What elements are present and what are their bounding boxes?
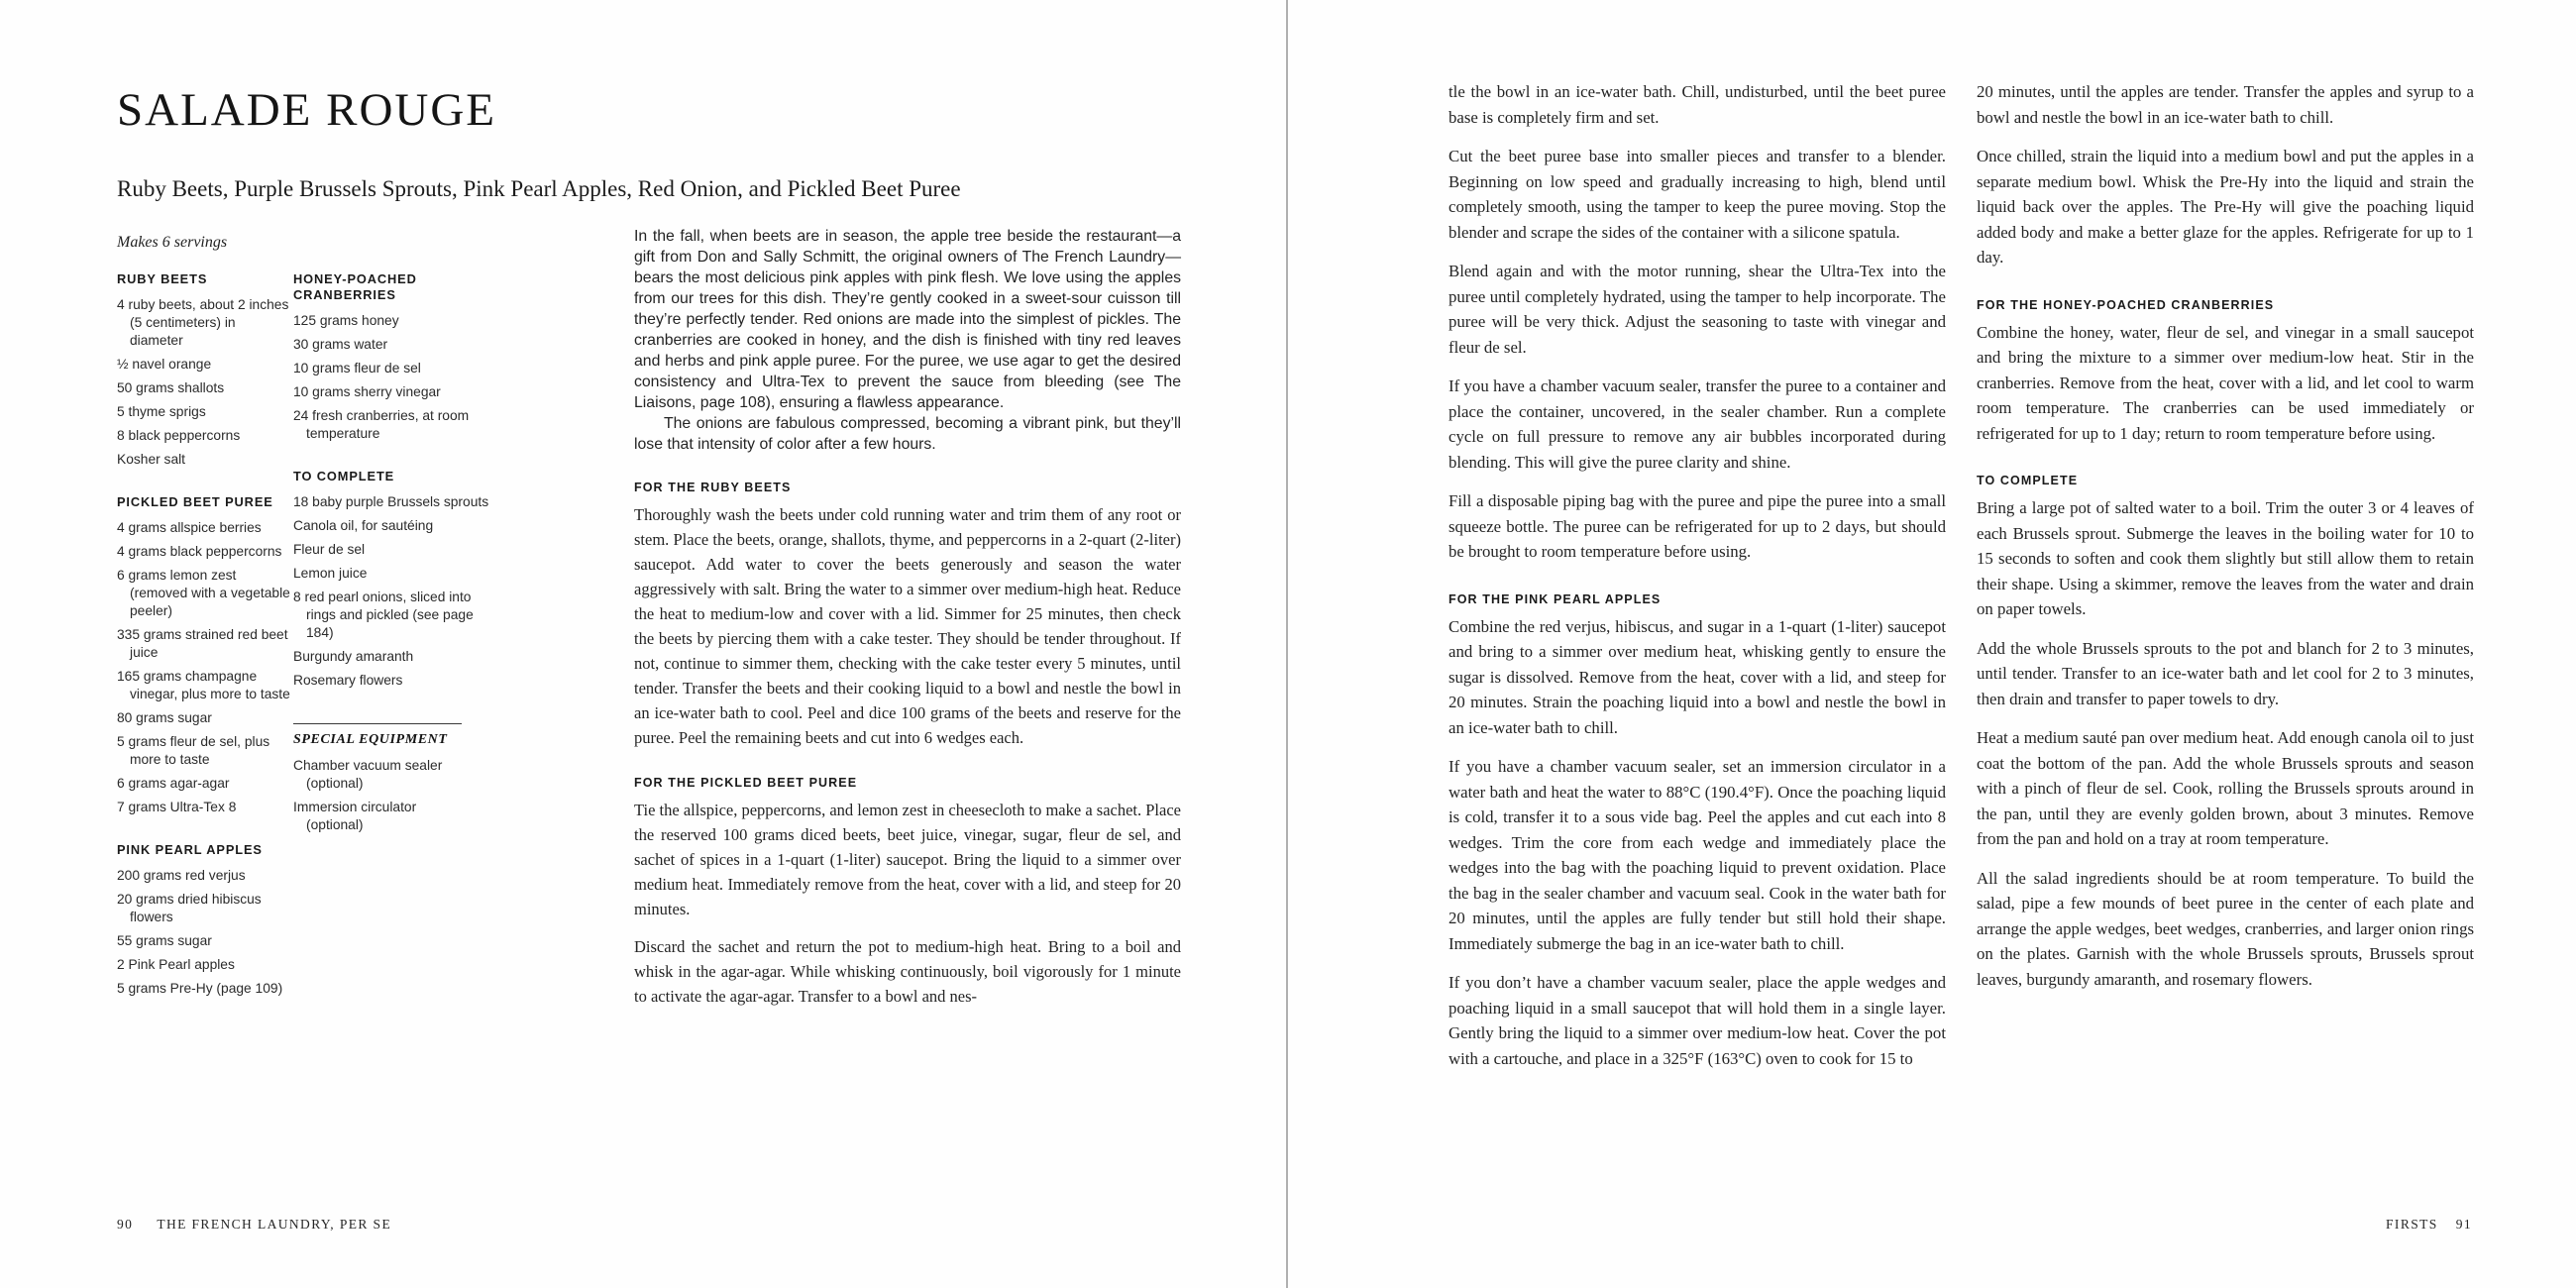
left-instruction-sections (634, 481, 1181, 1009)
ingredient-item: 125 grams honey (293, 313, 399, 328)
ingredient-group-header: PINK PEARL APPLES (117, 842, 263, 857)
instruction-paragraph: 20 minutes, until the apples are tender. Transfer the apples and syrup to a bowl and nestle the bowl in an ice-water bath to chill. (1977, 82, 2474, 127)
ingredient-item: 5 thyme sprigs (117, 404, 206, 419)
ingredient-item: 10 grams sherry vinegar (293, 384, 441, 399)
instruction-section-header: FOR THE PICKLED BEET PUREE (634, 776, 858, 790)
ingredient-item: Lemon juice (293, 566, 368, 581)
instruction-section-header: TO COMPLETE (1977, 474, 2079, 487)
recipe-title: SALADE ROUGE (117, 84, 497, 136)
ingredient-item: 7 grams Ultra-Tex 8 (117, 800, 237, 814)
footer-left (117, 1217, 391, 1233)
ingredients-column-1 (117, 271, 291, 1023)
ingredient-group (117, 271, 291, 469)
instruction-paragraph: Discard the sachet and return the pot to medium-high heat. Bring to a boil and whisk in the agar-agar. While whisking continuously, boil vigorously for 1 minute to activate the agar-agar. Transfer to a bowl and nes- (634, 937, 1181, 1006)
instruction-paragraph: Heat a medium sauté pan over medium heat. Add enough canola oil to just coat the bottom of the pan. Add the whole Brussels sprouts and season with a pinch of fleur de sel. Cook, rolling the Brussels sprouts around in the pan, until they are evenly golden brown, about 3 minutes. Remove from the pan and hold on a tray at room temperature. (1977, 728, 2474, 848)
ingredient-item: 2 Pink Pearl apples (117, 957, 235, 972)
ingredient-item: 165 grams champagne vinegar, plus more to taste (117, 669, 290, 701)
special-equipment-item: Immersion circulator (optional) (293, 800, 417, 832)
ingredient-item: 4 ruby beets, about 2 inches (5 centimeters) in diameter (117, 297, 289, 348)
ingredient-group (293, 271, 491, 443)
instruction-paragraph: Bring a large pot of salted water to a boil. Trim the outer 3 or 4 leaves of each Brussels sprout. Submerge the leaves in the boiling water for 10 to 15 seconds to soften and cook them slightly but still allow them to retain their shape. Using a skimmer, remove the leaves from the water and drain on paper towels. (1977, 498, 2474, 618)
ingredient-item: 18 baby purple Brussels sprouts (293, 494, 489, 509)
recipe-headnote (634, 226, 1181, 455)
recipe-subtitle: Ruby Beets, Purple Brussels Sprouts, Pink Pearl Apples, Red Onion, and Pickled Beet Puree (117, 176, 961, 201)
ingredient-item: 4 grams black peppercorns (117, 544, 282, 559)
ingredients-column-2 (293, 271, 491, 840)
ingredient-item: 30 grams water (293, 337, 388, 352)
instruction-paragraph: If you have a chamber vacuum sealer, transfer the puree to a container and place the container, uncovered, in the sealer chamber. Run a complete cycle on full pressure to remove any air bubbles incorporated during blending. This will give the puree clarity and shine. (1449, 376, 1946, 472)
ingredient-group-header: RUBY BEETS (117, 271, 208, 286)
ingredient-item: 55 grams sugar (117, 933, 212, 948)
ingredient-item: 5 grams fleur de sel, plus more to taste (117, 734, 270, 767)
ingredient-item: 8 black peppercorns (117, 428, 241, 443)
special-equipment-item: Chamber vacuum sealer (optional) (293, 758, 443, 791)
ingredient-group (117, 494, 291, 816)
special-equipment-header: SPECIAL EQUIPMENT (293, 732, 448, 747)
ingredient-item: Kosher salt (117, 452, 186, 467)
ingredient-item: 6 grams lemon zest (removed with a vegetable peeler) (117, 568, 290, 618)
ingredient-group (293, 469, 491, 690)
ingredient-item: ½ navel orange (117, 357, 212, 372)
ingredient-item: 80 grams sugar (117, 710, 212, 725)
instruction-section (634, 481, 1181, 750)
headnote-paragraph: The onions are fabulous compressed, becoming a vibrant pink, but they’ll lose that intensity of color after a few hours. (634, 415, 1181, 453)
ingredient-item: 20 grams dried hibiscus flowers (117, 892, 262, 924)
instruction-paragraph: Tie the allspice, peppercorns, and lemon zest in cheesecloth to make a sachet. Place the reserved 100 grams diced beets, beet juice, vinegar, sugar, fleur de sel, and sachet of spices in a 1-quart (1-liter) saucepot. Bring the liquid to a simmer over medium heat. Immediately remove from the heat, cover with a lid, and steep for 20 minutes. (634, 801, 1181, 918)
ingredient-item: 200 grams red verjus (117, 868, 246, 883)
instruction-paragraph: Fill a disposable piping bag with the puree and pipe the puree into a small squeeze bottle. The puree can be refrigerated for up to 2 days, but should be brought to room temperature before using. (1449, 491, 1946, 561)
page-number-left: 90 (117, 1217, 134, 1232)
ingredient-group (117, 842, 291, 998)
ingredient-item: Rosemary flowers (293, 673, 403, 688)
instruction-paragraph: All the salad ingredients should be at room temperature. To build the salad, pipe a few mounds of beet puree in the center of each plate and arrange the apple wedges, beet wedges, cranberries, and larger onion rings on the plates. Garnish with the whole Brussels sprouts, Brussels sprout leaves, burgundy amaranth, and rosemary flowers. (1977, 868, 2474, 989)
instruction-section (1977, 298, 2474, 447)
ingredient-item: Canola oil, for sautéing (293, 518, 434, 533)
ingredient-item: 4 grams allspice berries (117, 520, 262, 535)
ingredient-item: 6 grams agar-agar (117, 776, 230, 791)
instruction-section (1977, 79, 2474, 270)
page-right (1288, 0, 2576, 1288)
instruction-section-header: FOR THE HONEY-POACHED CRANBERRIES (1977, 297, 2275, 312)
ingredient-item: 10 grams fleur de sel (293, 361, 421, 376)
ingredient-item: 8 red pearl onions, sliced into rings and pickled (see page 184) (293, 590, 474, 640)
instruction-section (1977, 474, 2474, 992)
instruction-section (1449, 79, 1946, 565)
servings-note: Makes 6 servings (117, 234, 228, 251)
special-equipment-block (293, 723, 462, 834)
page-number-right: 91 (2455, 1217, 2472, 1232)
instruction-paragraph: Once chilled, strain the liquid into a medium bowl and put the apples in a separate medium bowl. Whisk the Pre-Hy into the liquid and strain the liquid back over the apples. The Pre-Hy will give the poaching liquid added body and make a better glaze for the apples. Refrigerate for up to 1 day. (1977, 147, 2474, 267)
right-column-2 (1977, 79, 2474, 1006)
instruction-paragraph: If you have a chamber vacuum sealer, set an immersion circulator in a water bath and heat the water to 88°C (190.4°F). Once the poaching liquid is cold, transfer it to a sous vide bag. Peel the apples and cut each into 8 wedges. Trim the core from each wedge and immediately place the wedges into the bag with the poaching liquid to prevent oxidation. Place the bag in the sealer chamber and vacuum seal. Cook in the water bath for 20 minutes, until the apples are fully tender but still hold their shape. Immediately submerge the bag in an ice-water bath to chill. (1449, 757, 1946, 953)
instruction-paragraph: Cut the beet puree base into smaller pieces and transfer to a blender. Beginning on low speed and gradually increasing to high, blend until completely smooth, using the tamper to keep the puree moving. Stop the blender and scrape the sides of the container with a silicone spatula. (1449, 147, 1946, 242)
instruction-paragraph: Blend again and with the motor running, shear the Ultra-Tex into the puree until completely hydrated, using the tamper to help incorporate. The puree will be very thick. Adjust the seasoning to taste with vinegar and fleur de sel. (1449, 262, 1946, 357)
footer-right (1977, 1217, 2472, 1233)
ingredient-item: 50 grams shallots (117, 380, 225, 395)
left-body-column (634, 226, 1181, 1009)
headnote-paragraph: In the fall, when beets are in season, the apple tree beside the restaurant—a gift from Don and Sally Schmitt, the original owners of The French Laundry—bears the most delicious pink apples with pink flesh. We love using the apples from our trees for this dish. They’re gently cooked in a sweet-sour cuisson till they’re perfectly tender. Red onions are made into the simplest of pickles. The cranberries are cooked in honey, and the dish is finished with tiny red leaves and herbs and pink apple puree. For the puree, we use agar to get the desired consistency and Ultra-Tex to prevent the sauce from bleeding (see The Liaisons, page 108), ensuring a flawless appearance. (634, 228, 1181, 411)
section-label: FIRSTS (2386, 1217, 2438, 1232)
ingredient-item: 335 grams strained red beet juice (117, 627, 288, 660)
instruction-section-header: FOR THE PINK PEARL APPLES (1449, 591, 1662, 606)
instruction-section (1449, 592, 1946, 1072)
ingredient-item: 24 fresh cranberries, at room temperature (293, 408, 470, 441)
ingredient-group-header: TO COMPLETE (293, 469, 395, 483)
ingredient-item: Fleur de sel (293, 542, 366, 557)
instruction-section (634, 776, 1181, 1009)
book-title: THE FRENCH LAUNDRY, PER SE (157, 1217, 392, 1232)
instruction-paragraph: Combine the honey, water, fleur de sel, and vinegar in a small saucepot and bring the mixture to a simmer over medium-low heat. Stir in the cranberries. Remove from the heat, cover with a lid, and let cool to warm room temperature. The cranberries can be used immediately or refrigerated for up to 1 day; return to room temperature before using. (1977, 322, 2474, 443)
instruction-paragraph: If you don’t have a chamber vacuum sealer, place the apple wedges and poaching liquid in a small saucepot that will hold them in a single layer. Gently bring the liquid to a simmer over medium-low heat. Cover the pot with a cartouche, and place in a 325°F (163°C) oven to cook for 15 to (1449, 973, 1946, 1068)
instruction-section-header: FOR THE RUBY BEETS (634, 481, 792, 494)
right-column-1 (1449, 79, 1946, 1085)
ingredient-group-header: HONEY-POACHED CRANBERRIES (293, 271, 417, 302)
instruction-paragraph: Add the whole Brussels sprouts to the pot and blanch for 2 to 3 minutes, until tender. Transfer to an ice-water bath and let cool for 2 to 3 minutes, then drain and transfer to paper towels to dry. (1977, 638, 2474, 708)
ingredient-item: Burgundy amaranth (293, 649, 414, 664)
ingredient-group-header: PICKLED BEET PUREE (117, 494, 273, 509)
ingredient-item: 5 grams Pre-Hy (page 109) (117, 981, 283, 996)
instruction-paragraph: Thoroughly wash the beets under cold running water and trim them of any root or stem. Place the beets, orange, shallots, thyme, and peppercorns in a 2-quart (2-liter) saucepot. Add water to cover the beets generously and season the water aggressively with salt. Bring the water to a simmer over medium-high heat. Reduce the heat to medium-low and cover with a lid. Simmer for 25 minutes, then check the beets by piercing them with a cake tester. They should be tender throughout. If not, continue to simmer them, checking with the cake tester every 5 minutes, until tender. Transfer the beets and their cooking liquid to a bowl and nestle the bowl in an ice-water bath to cool. Peel and dice 100 grams of the beets and reserve for the puree. Peel the remaining beets and cut into 6 wedges each. (634, 505, 1181, 747)
instruction-paragraph: tle the bowl in an ice-water bath. Chill, undisturbed, until the beet puree base is completely firm and set. (1449, 82, 1946, 127)
instruction-paragraph: Combine the red verjus, hibiscus, and sugar in a 1-quart (1-liter) saucepot and bring to a simmer over medium heat, whisking gently to ensure the sugar is dissolved. Remove from the heat, cover with a lid, and steep for 20 minutes. Strain the poaching liquid into a bowl and nestle the bowl in an ice-water bath to chill. (1449, 616, 1946, 737)
